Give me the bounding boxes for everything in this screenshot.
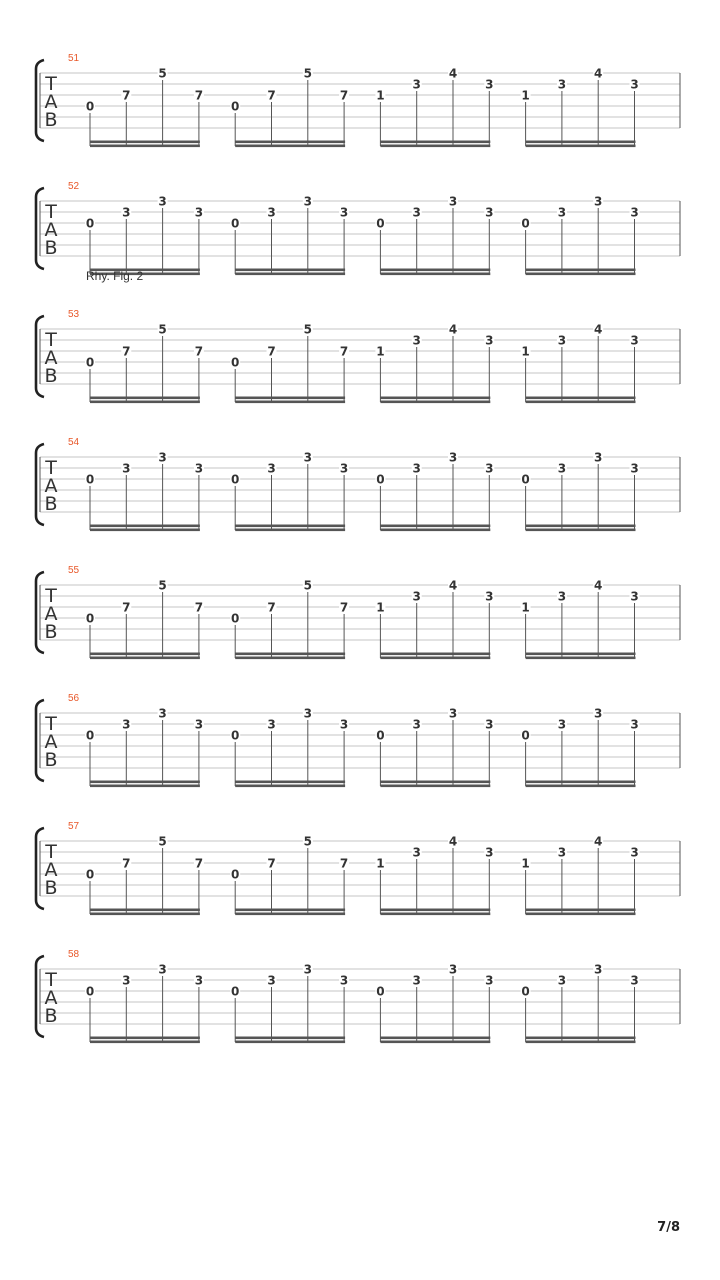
fret-number: 3 (485, 845, 494, 860)
tab-clef-letter: T (45, 585, 57, 607)
tab-clef-letter: B (44, 365, 58, 387)
beam-primary (90, 913, 200, 916)
fret-number: 7 (267, 88, 276, 103)
beam-secondary (526, 653, 636, 656)
fret-number: 3 (557, 333, 567, 348)
beam-primary (526, 657, 636, 660)
fret-number: 3 (557, 717, 567, 732)
tab-clef-letter: A (44, 91, 58, 113)
fret-number: 0 (85, 611, 95, 626)
beam-secondary (380, 1037, 490, 1040)
beam-primary (90, 145, 200, 148)
page-number: 7/8 (657, 1220, 680, 1235)
fret-number: 7 (122, 344, 131, 359)
fret-number: 0 (231, 216, 240, 231)
measure-number: 52 (68, 181, 80, 192)
fret-number: 3 (630, 845, 639, 860)
fret-number: 3 (448, 962, 458, 977)
fret-number: 1 (521, 600, 530, 615)
beam-primary (526, 913, 636, 916)
beam-secondary (380, 141, 490, 144)
fret-number: 0 (85, 472, 95, 487)
fret-number: 7 (194, 88, 204, 103)
beam-primary (235, 273, 345, 276)
fret-number: 3 (557, 77, 567, 92)
tab-clef-letter: B (44, 877, 58, 899)
fret-number: 3 (630, 973, 639, 988)
fret-number: 3 (303, 962, 312, 977)
beam-secondary (526, 781, 636, 784)
fret-number: 0 (521, 216, 530, 231)
beam-secondary (235, 781, 345, 784)
fret-number: 3 (122, 205, 131, 220)
beam-primary (526, 401, 636, 404)
fret-number: 4 (594, 66, 603, 81)
fret-number: 7 (122, 600, 131, 615)
beam-primary (235, 529, 345, 532)
beam-primary (380, 273, 490, 276)
fret-number: 3 (594, 450, 603, 465)
fret-number: 3 (122, 461, 131, 476)
beam-primary (526, 1041, 636, 1044)
fret-number: 3 (339, 205, 349, 220)
fret-number: 0 (85, 984, 95, 999)
fret-number: 0 (85, 728, 95, 743)
fret-number: 3 (485, 717, 494, 732)
fret-number: 3 (412, 973, 421, 988)
beam-secondary (235, 909, 345, 912)
fret-number: 0 (521, 728, 530, 743)
fret-number: 7 (194, 600, 204, 615)
beam-secondary (235, 525, 345, 528)
fret-number: 0 (85, 355, 95, 370)
fret-number: 5 (158, 66, 167, 81)
fret-number: 3 (630, 205, 639, 220)
fret-number: 3 (194, 973, 204, 988)
fret-number: 3 (557, 845, 567, 860)
fret-number: 0 (231, 611, 240, 626)
fret-number: 4 (594, 834, 603, 849)
fret-number: 3 (594, 194, 603, 209)
tab-system (36, 949, 680, 1043)
beam-primary (235, 785, 345, 788)
fret-number: 3 (194, 461, 204, 476)
measure-number: 51 (68, 53, 80, 64)
beam-primary (90, 785, 200, 788)
fret-number: 3 (267, 461, 276, 476)
tab-clef-letter: T (45, 969, 57, 991)
fret-number: 3 (194, 717, 204, 732)
beam-primary (235, 401, 345, 404)
beam-primary (90, 401, 200, 404)
fret-number: 3 (412, 205, 421, 220)
measure-number: 58 (68, 949, 80, 960)
fret-number: 3 (485, 205, 494, 220)
beam-secondary (235, 1037, 345, 1040)
beam-primary (90, 657, 200, 660)
fret-number: 7 (122, 88, 131, 103)
beam-secondary (380, 397, 490, 400)
beam-primary (235, 657, 345, 660)
fret-number: 0 (231, 867, 240, 882)
fret-number: 1 (521, 88, 530, 103)
fret-number: 0 (521, 984, 530, 999)
fret-number: 5 (303, 322, 312, 337)
beam-primary (90, 1041, 200, 1044)
beam-primary (526, 273, 636, 276)
tab-clef-letter: T (45, 329, 57, 351)
fret-number: 3 (412, 333, 421, 348)
tab-clef-letter: T (45, 841, 57, 863)
fret-number: 3 (594, 962, 603, 977)
beam-primary (235, 145, 345, 148)
fret-number: 1 (521, 856, 530, 871)
tab-system (36, 437, 680, 531)
beam-secondary (526, 141, 636, 144)
tab-system (36, 181, 680, 275)
tab-clef-letter: A (44, 987, 58, 1009)
tab-system (36, 565, 680, 659)
beam-secondary (90, 781, 200, 784)
beam-primary (235, 913, 345, 916)
beam-primary (380, 1041, 490, 1044)
tab-clef-letter: T (45, 713, 57, 735)
fret-number: 1 (376, 344, 385, 359)
fret-number: 3 (594, 706, 603, 721)
fret-number: 3 (448, 450, 458, 465)
fret-number: 3 (557, 461, 567, 476)
beam-primary (380, 145, 490, 148)
fret-number: 0 (231, 472, 240, 487)
fret-number: 0 (231, 728, 240, 743)
fret-number: 7 (339, 600, 349, 615)
fret-number: 0 (376, 216, 385, 231)
fret-number: 1 (376, 88, 385, 103)
fret-number: 5 (303, 578, 312, 593)
fret-number: 3 (339, 717, 349, 732)
fret-number: 3 (630, 717, 639, 732)
fret-number: 5 (158, 834, 167, 849)
fret-number: 3 (267, 717, 276, 732)
tab-clef-letter: T (45, 457, 57, 479)
beam-secondary (380, 269, 490, 272)
fret-number: 3 (630, 461, 639, 476)
beam-primary (380, 657, 490, 660)
fret-number: 4 (448, 322, 458, 337)
measure-number: 54 (68, 437, 80, 448)
fret-number: 3 (485, 973, 494, 988)
fret-number: 4 (594, 322, 603, 337)
fret-number: 7 (267, 856, 276, 871)
tab-clef-letter: B (44, 109, 58, 131)
tab-clef-letter: B (44, 621, 58, 643)
tab-clef-letter: A (44, 347, 58, 369)
measure-number: 57 (68, 821, 80, 832)
fret-number: 4 (448, 578, 458, 593)
beam-secondary (90, 141, 200, 144)
tab-system (36, 821, 680, 915)
fret-number: 3 (448, 194, 458, 209)
tab-clef-letter: A (44, 603, 58, 625)
fret-number: 3 (267, 973, 276, 988)
fret-number: 5 (158, 578, 167, 593)
beam-secondary (90, 397, 200, 400)
fret-number: 0 (376, 728, 385, 743)
tab-clef-letter: A (44, 731, 58, 753)
beam-secondary (526, 397, 636, 400)
tab-clef-letter: B (44, 1005, 58, 1027)
tab-system (36, 53, 680, 147)
beam-secondary (526, 909, 636, 912)
fret-number: 3 (158, 194, 167, 209)
tab-clef-letter: B (44, 493, 58, 515)
rhythm-figure-label: Rhy. Fig. 2 (86, 269, 144, 283)
fret-number: 3 (158, 962, 167, 977)
beam-primary (526, 785, 636, 788)
beam-secondary (380, 525, 490, 528)
fret-number: 3 (194, 205, 204, 220)
beam-secondary (380, 653, 490, 656)
fret-number: 3 (485, 77, 494, 92)
fret-number: 0 (231, 355, 240, 370)
fret-number: 3 (630, 589, 639, 604)
beam-primary (380, 785, 490, 788)
fret-number: 3 (412, 461, 421, 476)
fret-number: 7 (194, 856, 204, 871)
fret-number: 0 (85, 216, 95, 231)
fret-number: 3 (339, 973, 349, 988)
beam-secondary (90, 525, 200, 528)
beam-primary (380, 913, 490, 916)
fret-number: 4 (594, 578, 603, 593)
fret-number: 3 (339, 461, 349, 476)
fret-number: 3 (630, 333, 639, 348)
fret-number: 5 (303, 834, 312, 849)
fret-number: 7 (267, 344, 276, 359)
fret-number: 3 (303, 450, 312, 465)
beam-primary (526, 145, 636, 148)
beam-primary (526, 529, 636, 532)
tab-system (36, 693, 680, 787)
beam-primary (235, 1041, 345, 1044)
fret-number: 3 (557, 589, 567, 604)
fret-number: 3 (158, 706, 167, 721)
beam-secondary (526, 525, 636, 528)
beam-secondary (235, 397, 345, 400)
beam-primary (90, 529, 200, 532)
fret-number: 3 (412, 845, 421, 860)
fret-number: 1 (376, 856, 385, 871)
beam-secondary (526, 269, 636, 272)
fret-number: 3 (412, 717, 421, 732)
fret-number: 0 (85, 99, 95, 114)
fret-number: 4 (448, 834, 458, 849)
beam-secondary (235, 269, 345, 272)
fret-number: 3 (557, 205, 567, 220)
tab-clef-letter: B (44, 749, 58, 771)
fret-number: 4 (448, 66, 458, 81)
beam-secondary (235, 141, 345, 144)
tab-clef-letter: T (45, 201, 57, 223)
beam-secondary (235, 653, 345, 656)
tab-clef-letter: A (44, 859, 58, 881)
fret-number: 3 (158, 450, 167, 465)
tab-clef-letter: A (44, 475, 58, 497)
fret-number: 7 (339, 88, 349, 103)
fret-number: 7 (339, 344, 349, 359)
fret-number: 0 (376, 984, 385, 999)
beam-primary (380, 401, 490, 404)
fret-number: 0 (85, 867, 95, 882)
fret-number: 7 (194, 344, 204, 359)
beam-secondary (380, 909, 490, 912)
fret-number: 0 (231, 99, 240, 114)
fret-number: 3 (485, 461, 494, 476)
fret-number: 1 (376, 600, 385, 615)
beam-secondary (380, 781, 490, 784)
fret-number: 1 (521, 344, 530, 359)
measure-number: 53 (68, 309, 80, 320)
beam-secondary (526, 1037, 636, 1040)
beam-secondary (90, 909, 200, 912)
fret-number: 0 (231, 984, 240, 999)
fret-number: 5 (303, 66, 312, 81)
fret-number: 3 (448, 706, 458, 721)
fret-number: 3 (122, 973, 131, 988)
beam-secondary (90, 1037, 200, 1040)
fret-number: 3 (485, 589, 494, 604)
fret-number: 0 (521, 472, 530, 487)
fret-number: 3 (267, 205, 276, 220)
tab-clef-letter: B (44, 237, 58, 259)
fret-number: 3 (630, 77, 639, 92)
fret-number: 3 (303, 706, 312, 721)
tab-system (36, 269, 680, 403)
fret-number: 3 (557, 973, 567, 988)
measure-number: 55 (68, 565, 80, 576)
fret-number: 0 (376, 472, 385, 487)
fret-number: 3 (412, 77, 421, 92)
fret-number: 3 (412, 589, 421, 604)
fret-number: 3 (122, 717, 131, 732)
fret-number: 7 (339, 856, 349, 871)
fret-number: 3 (303, 194, 312, 209)
beam-primary (380, 529, 490, 532)
fret-number: 5 (158, 322, 167, 337)
fret-number: 7 (122, 856, 131, 871)
tab-clef-letter: T (45, 73, 57, 95)
fret-number: 3 (485, 333, 494, 348)
measure-number: 56 (68, 693, 80, 704)
beam-secondary (90, 653, 200, 656)
fret-number: 7 (267, 600, 276, 615)
tab-clef-letter: A (44, 219, 58, 241)
